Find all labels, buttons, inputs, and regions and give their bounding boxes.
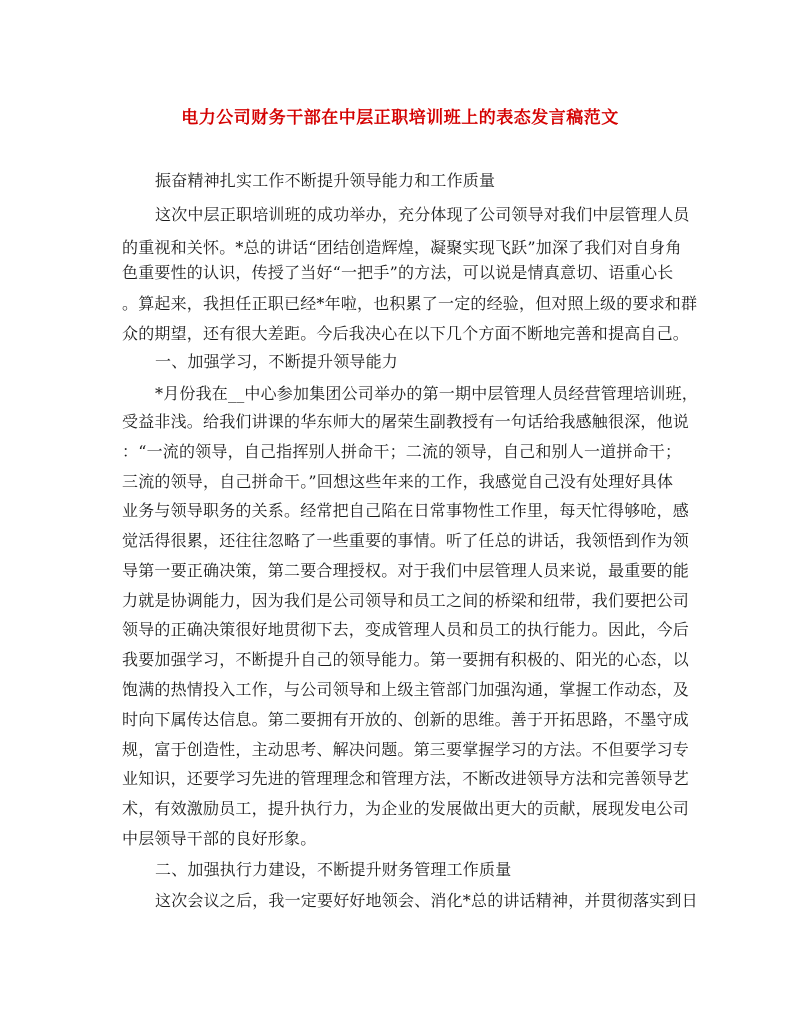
section-heading-1: 一、加强学习，不断提升领导能力 — [155, 352, 399, 371]
paragraph-line: 觉活得很累，还往往忽略了一些重要的事情。听了任总的讲话，我领悟到作为领 — [122, 531, 690, 550]
paragraph-line: 。算起来，我担任正职已经*年啦，也积累了一定的经验，但对照上级的要求和群 — [122, 294, 698, 313]
section-heading-2: 二、加强执行力建设，不断提升财务管理工作质量 — [155, 860, 512, 879]
paragraph-line: 我要加强学习，不断提升自己的领导能力。第一要拥有积极的、阳光的心态，以 — [122, 650, 690, 669]
document-title: 电力公司财务干部在中层正职培训班上的表态发言稿范文 — [181, 108, 619, 128]
paragraph-line: 这次中层正职培训班的成功举办，充分体现了公司领导对我们中层管理人员 — [155, 205, 690, 224]
paragraph-line: 业务与领导职务的关系。经常把自己陷在日常事物性工作里，每天忙得够呛，感 — [122, 501, 690, 520]
subtitle-line: 振奋精神扎实工作不断提升领导能力和工作质量 — [155, 171, 496, 190]
paragraph-line: 受益非浅。给我们讲课的华东师大的屠荣生副教授有一句话给我感触很深，他说 — [122, 412, 690, 431]
paragraph-line: 饱满的热情投入工作，与公司领导和上级主管部门加强沟通，掌握工作动态，及 — [122, 680, 690, 699]
paragraph-line: 术，有效激励员工，提升执行力，为企业的发展做出更大的贡献，展现发电公司 — [122, 799, 690, 818]
paragraph-line: 导第一要正确决策，第二要合理授权。对于我们中层管理人员来说，最重要的能 — [122, 561, 690, 580]
paragraph-line: 时向下属传达信息。第二要拥有开放的、创新的思维。善于开拓思路，不墨守成 — [122, 710, 690, 729]
paragraph-line: 业知识，还要学习先进的管理理念和管理方法，不断改进领导方法和完善领导艺 — [122, 769, 690, 788]
paragraph-line: 色重要性的认识，传授了当好“一把手”的方法，可以说是情真意切、语重心长 — [122, 263, 674, 282]
paragraph-line: 力就是协调能力，因为我们是公司领导和员工之间的桥梁和纽带，我们要把公司 — [122, 591, 690, 610]
paragraph-line: 中层领导干部的良好形象。 — [122, 829, 317, 848]
paragraph-line: 这次会议之后，我一定要好好地领会、消化*总的讲话精神，并贯彻落实到日 — [155, 891, 698, 910]
paragraph-line: 的重视和关怀。*总的讲话“团结创造辉煌，凝聚实现飞跃”加深了我们对自身角 — [122, 238, 682, 257]
paragraph-line: 三流的领导，自己拼命干。”回想这些年来的工作，我感觉自己没有处理好具体 — [122, 472, 674, 491]
paragraph-line: 规，富于创造性，主动思考、解决问题。第三要掌握学习的方法。不但要学习专 — [122, 740, 690, 759]
paragraph-line: 领导的正确决策很好地贯彻下去，变成管理人员和员工的执行能力。因此，今后 — [122, 620, 690, 639]
paragraph-line: 众的期望，还有很大差距。今后我决心在以下几个方面不断地完善和提高自己。 — [122, 324, 690, 343]
paragraph-line: ：“一流的领导，自己指挥别人拼命干；二流的领导，自己和别人一道拼命干； — [122, 442, 682, 461]
paragraph-line: *月份我在__中心参加集团公司举办的第一期中层管理人员经营管理培训班， — [155, 384, 699, 403]
